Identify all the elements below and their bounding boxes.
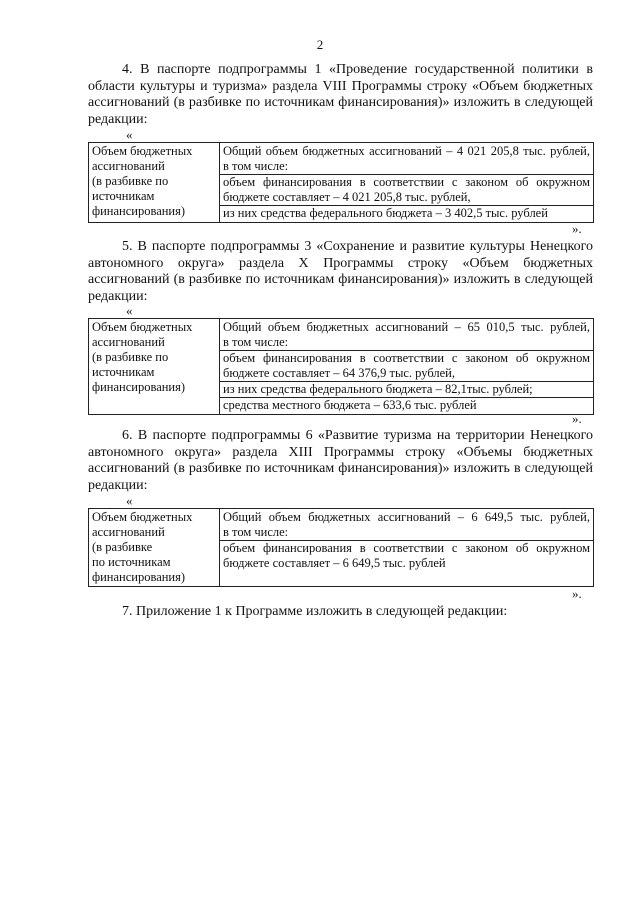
label-line: (в разбивке по bbox=[92, 174, 169, 188]
section-6-passport-table bbox=[88, 508, 594, 587]
section-6-quote-close: ». bbox=[572, 586, 582, 601]
table-row bbox=[89, 319, 594, 415]
section-5-quote-close: ». bbox=[572, 411, 582, 426]
section-7-text: 7. Приложение 1 к Программе изложить в следующей редакции: bbox=[122, 604, 508, 619]
label-line: (в разбивке bbox=[92, 540, 153, 554]
value-line: средства местного бюджета – 633,6 тыс. рублей bbox=[220, 397, 593, 413]
section-6-value-cell bbox=[220, 509, 594, 587]
value-line: объем финансирования в соответствии с законом об окружном bbox=[220, 350, 593, 366]
label-line: Объем бюджетных bbox=[92, 144, 193, 158]
value-line: Общий объем бюджетных ассигнований – 6 649,5 тыс. рублей, bbox=[223, 510, 590, 524]
label-line: финансирования) bbox=[92, 204, 186, 218]
label-line: ассигнований bbox=[92, 525, 165, 539]
value-line: бюджете составляет – 4 021 205,8 тыс. рублей, bbox=[223, 190, 471, 204]
label-line: Объем бюджетных bbox=[92, 320, 193, 334]
table-row bbox=[89, 509, 594, 587]
value-line: Общий объем бюджетных ассигнований – 65 010,5 тыс. рублей, bbox=[223, 320, 590, 334]
value-line: из них средства федерального бюджета – 3 402,5 тыс. рублей bbox=[220, 205, 593, 221]
value-line: объем финансирования в соответствии с законом об окружном bbox=[220, 540, 593, 556]
value-line: в том числе: bbox=[223, 159, 289, 173]
section-5-value-cell bbox=[220, 319, 594, 415]
value-line: в том числе: bbox=[223, 335, 289, 349]
label-line: источникам bbox=[92, 189, 155, 203]
label-line: ассигнований bbox=[92, 335, 165, 349]
section-4-quote-close: ». bbox=[572, 221, 582, 236]
page-number: 2 bbox=[316, 37, 324, 52]
label-line: источникам bbox=[92, 365, 155, 379]
label-line: финансирования) bbox=[92, 380, 186, 394]
label-line: по источникам bbox=[92, 555, 171, 569]
value-line: в том числе: bbox=[223, 525, 289, 539]
label-line: (в разбивке по bbox=[92, 350, 169, 364]
section-4-label-cell bbox=[89, 143, 220, 223]
table-row bbox=[89, 143, 594, 223]
label-line: ассигнований bbox=[92, 159, 165, 173]
section-4-quote-open: « bbox=[126, 127, 133, 142]
label-line: финансирования) bbox=[92, 570, 186, 584]
value-line: бюджете составляет – 64 376,9 тыс. рублей, bbox=[223, 366, 455, 380]
section-4-passport-table bbox=[88, 142, 594, 223]
section-4-value-cell bbox=[220, 143, 594, 223]
section-5-intro: 5. В паспорте подпрограммы 3 «Сохранение и развитие культуры Ненецкого автономного округа» раздела X Программы строку «Объем бюджетных ассигнований (в разбивке по источникам финансирования)» изложить в следующей редакции: bbox=[88, 239, 593, 304]
section-6-label-cell bbox=[89, 509, 220, 587]
section-6-intro: 6. В паспорте подпрограммы 6 «Развитие туризма на территории Ненецкого автономного округа» раздела XIII Программы строку «Объемы бюджетных ассигнований (в разбивке по источникам финансирования)» изложить в следующей редакции: bbox=[88, 428, 593, 493]
section-5-label-cell bbox=[89, 319, 220, 415]
value-line: бюджете составляет – 6 649,5 тыс. рублей bbox=[223, 556, 446, 570]
section-4-intro: 4. В паспорте подпрограммы 1 «Проведение государственной политики в области культуры и туризма» раздела VIII Программы строку «Объем бюджетных ассигнований (в разбивке по источникам финансирования)» изложить в следующей редакции: bbox=[88, 62, 593, 127]
label-line: Объем бюджетных bbox=[92, 510, 193, 524]
value-line: из них средства федерального бюджета – 82,1тыс. рублей; bbox=[220, 381, 593, 397]
section-5-quote-open: « bbox=[126, 303, 133, 318]
value-line: Общий объем бюджетных ассигнований – 4 021 205,8 тыс. рублей, bbox=[223, 144, 590, 158]
value-line: объем финансирования в соответствии с законом об окружном bbox=[220, 174, 593, 190]
section-5-passport-table bbox=[88, 318, 594, 415]
section-6-quote-open: « bbox=[126, 493, 133, 508]
